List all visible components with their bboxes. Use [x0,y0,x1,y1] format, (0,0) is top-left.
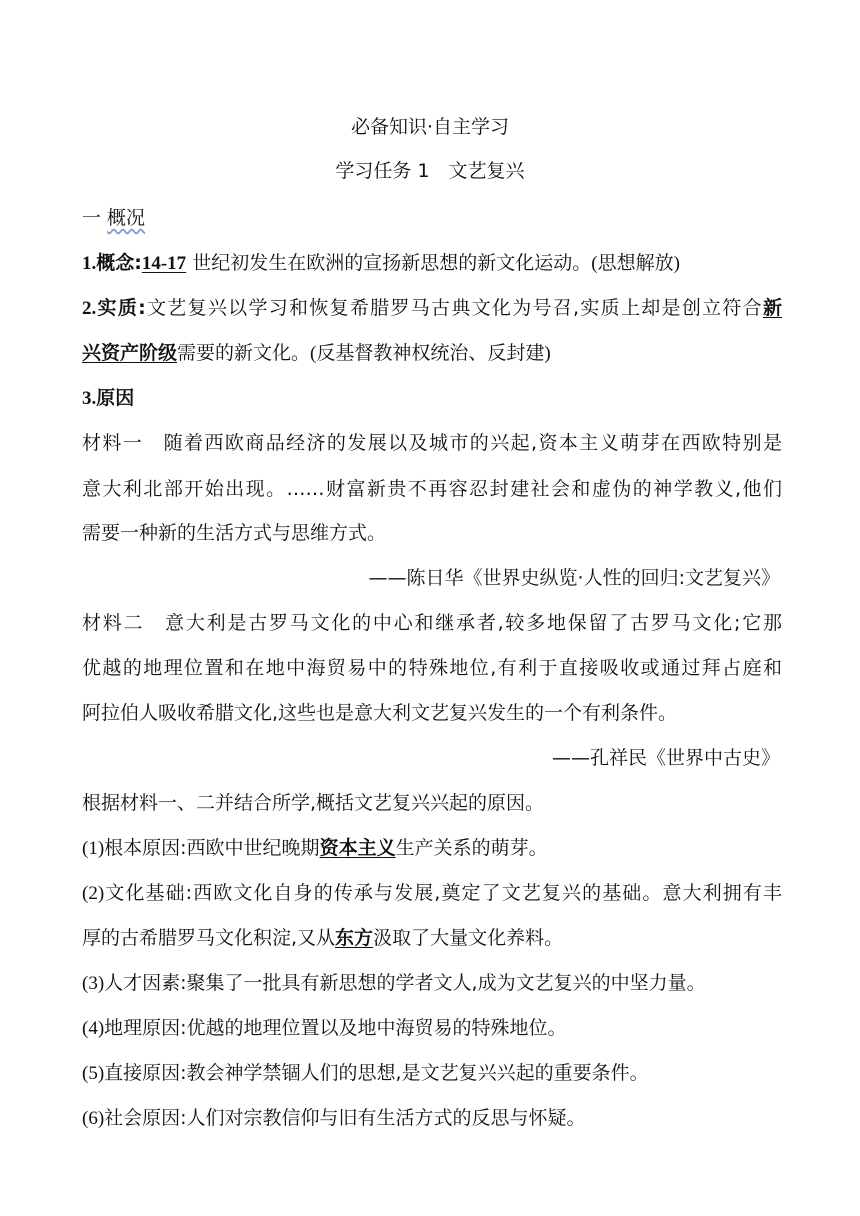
cause-item-num: (1) [82,838,105,859]
section-title: 必备知识·自主学习 [350,116,510,138]
cause-item-pre: 厚的古希腊罗马文化积淀,又从 [82,927,336,949]
cause-item-6 [82,1106,782,1131]
cause-item-num: (3) [82,973,105,994]
causes-heading [82,386,782,411]
question: 根据材料一、二并结合所学,概括文艺复兴兴起的原因。 [82,792,545,814]
essence-line-1 [82,296,782,321]
cause-item-1 [82,836,782,861]
essence-num: 2. [82,298,97,319]
cause-item-text: 地理原因:优越的地理位置以及地中海贸易的特殊地位。 [104,1017,567,1039]
cause-item-answer: 资本主义 [319,837,396,859]
concept-text: 世纪初发生在欧洲的宣扬新思想的新文化运动。 [192,252,592,274]
essence-note: (反基督教神权统治、反封建) [310,343,551,364]
cause-item-2-line-1 [82,881,782,906]
cause-item-5 [82,1061,782,1086]
heading-text: 概况 [107,207,146,229]
cause-item-answer: 东方 [335,927,374,949]
essence-text-2: 需要的新文化。 [177,342,311,364]
task-title: 学习任务 1 文艺复兴 [335,160,525,182]
causes-label: 原因 [96,387,135,409]
essence-text-1: 文艺复兴以学习和恢复希腊罗马古典文化为号召,实质上却是创立符合 [145,297,763,319]
concept-line [82,251,782,276]
part1-heading [82,206,782,230]
cause-item-3 [82,971,782,996]
cause-item-4 [82,1016,782,1041]
concept-num: 1. [82,253,97,274]
cause-item-num: (2) [82,883,105,904]
material2-line-1: 材料二 意大利是古罗马文化的中心和继承者,较多地保留了古罗马文化;它那 [82,612,782,634]
essence-answer-1: 新 [762,297,782,319]
cause-item-text: 社会原因:人们对宗教信仰与旧有生活方式的反思与怀疑。 [104,1107,586,1129]
material1-line-3: 需要一种新的生活方式与思维方式。 [82,522,387,544]
cause-item-post: 汲取了大量文化养料。 [373,927,564,949]
essence-line-2 [82,341,782,366]
cause-item-num: (5) [82,1063,105,1084]
material2-source: ——孔祥民《世界中古史》 [551,747,780,769]
cause-item-num: (6) [82,1108,105,1129]
cause-item-text: 文化基础:西欧文化自身的传承与发展,奠定了文艺复兴的基础。意大利拥有丰 [104,882,782,904]
heading-prefix: 一 [82,207,108,229]
material1-line-2: 意大利北部开始出现。……财富新贵不再容忍封建社会和虚伪的神学教义,他们 [82,478,782,500]
cause-item-num: (4) [82,1018,105,1039]
material1-source: ——陈日华《世界史纵览·人性的回归:文艺复兴》 [368,567,780,589]
concept-note: (思想解放) [591,253,680,274]
material1-line-1: 材料一 随着西欧商品经济的发展以及城市的兴起,资本主义萌芽在西欧特别是 [82,432,782,454]
causes-num: 3. [82,388,97,409]
cause-item-post: 生产关系的萌芽。 [395,837,548,859]
essence-label: 实质: [96,297,146,319]
cause-item-text: 人才因素:聚集了一批具有新思想的学者文人,成为文艺复兴的中坚力量。 [104,972,706,994]
cause-item-2-line-2 [82,926,782,950]
essence-answer-2: 兴资产阶级 [82,342,178,364]
cause-item-text: 直接原因:教会神学禁锢人们的思想,是文艺复兴兴起的重要条件。 [104,1062,649,1084]
material2-line-2: 优越的地理位置和在地中海贸易中的特殊地位,有利于直接吸收或通过拜占庭和 [82,657,782,679]
concept-answer: 14-17 [141,253,187,274]
material2-line-3: 阿拉伯人吸收希腊文化,这些也是意大利文艺复兴发生的一个有利条件。 [82,702,678,724]
concept-label: 概念: [96,252,142,274]
cause-item-pre: 根本原因:西欧中世纪晚期 [104,837,320,859]
